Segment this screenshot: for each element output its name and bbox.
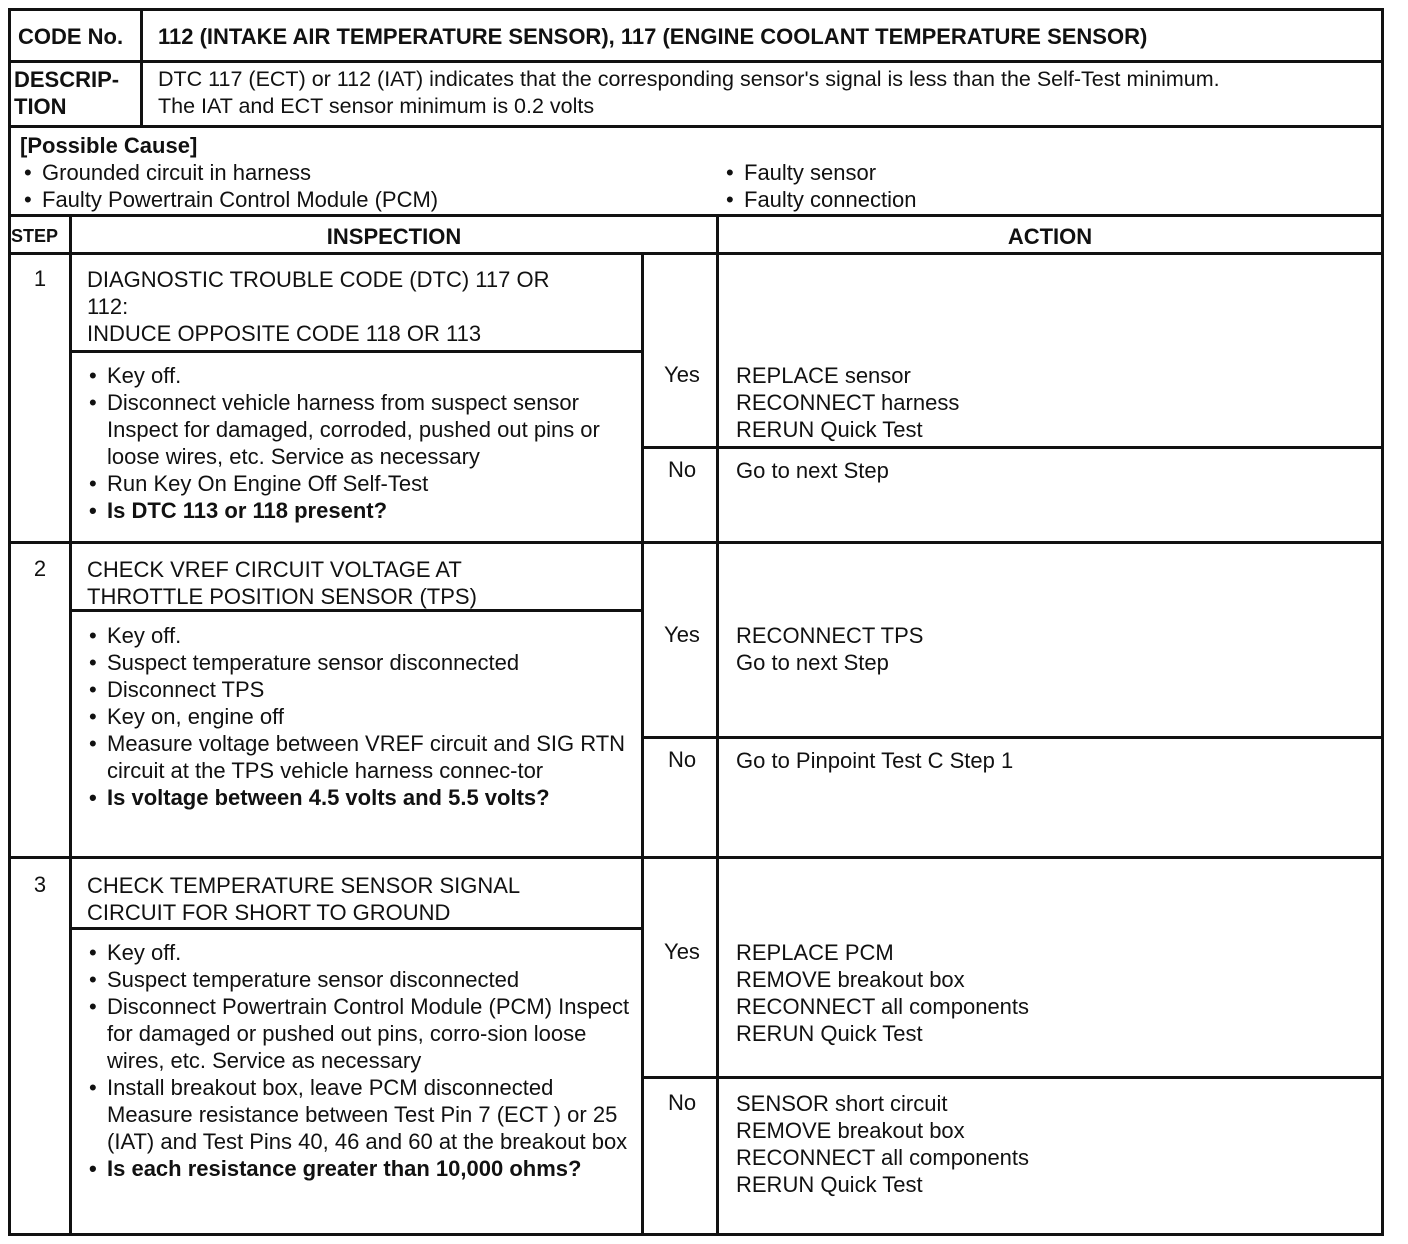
list-item: RECONNECT all components [736,1145,1030,1170]
list-item: REPLACE sensor [736,363,911,388]
list-item: • Key on, engine off [87,703,639,730]
title-divider [69,927,642,930]
column-header-inspection: INSPECTION [326,224,462,249]
yes-no-divider [642,446,1384,449]
yes-label: Yes [664,939,700,964]
yes-no-divider [642,1076,1384,1079]
list-item: RECONNECT TPS [736,623,924,648]
list-item: • Faulty Powertrain Control Module (PCM) [20,186,438,213]
list-item: Go to next Step [736,650,889,675]
list-item: REMOVE breakout box [736,1118,965,1143]
list-item: SENSOR short circuit [736,1091,948,1116]
inspection-bullets [87,939,639,1182]
list-item: RECONNECT all components [736,994,1030,1019]
column-header-step: STEP [11,226,59,246]
list-item: • Key off. [87,622,639,649]
list-item: • Is each resistance greater than 10,000 ohms? [87,1155,639,1182]
step-number: 3 [33,872,47,897]
inspection-bullets [87,362,639,524]
row-divider [8,252,1384,255]
list-item: • Install breakout box, leave PCM disconnected Measure resistance between Test Pin 7 (ECT ) or 25 (IAT) and Test Pins 40, 46 and 60 at the breakout box [87,1074,639,1155]
yes-action-list [736,622,923,676]
possible-cause-right-list [722,159,916,213]
step-number: 1 [33,266,47,291]
col-divider [140,8,143,125]
list-item: • Disconnect Powertrain Control Module (PCM) Inspect for damaged or pushed out pins, corro-sion loose wires, etc. Service as necessary [87,993,639,1074]
list-item: • Disconnect TPS [87,676,639,703]
description-label: DESCRIP- TION [14,67,120,119]
list-item: • Key off. [87,939,639,966]
col-divider [69,214,72,1236]
step-title: CHECK TEMPERATURE SENSOR SIGNAL CIRCUIT FOR SHORT TO GROUND [87,873,521,925]
row-divider [8,214,1384,217]
step-title: CHECK VREF CIRCUIT VOLTAGE AT THROTTLE POSITION SENSOR (TPS) [87,557,477,609]
list-item: • Suspect temperature sensor disconnected [87,649,639,676]
list-item: • Key off. [87,362,639,389]
no-action-list [736,747,1013,774]
list-item: RERUN Quick Test [736,1172,923,1197]
row-divider [8,541,1384,544]
list-item: Go to next Step [736,458,889,483]
list-item: • Grounded circuit in harness [20,159,438,186]
description-text: DTC 117 (ECT) or 112 (IAT) indicates that the corresponding sensor's signal is less than the Self-Test minimum. The IAT and ECT sensor minimum is 0.2 volts [158,67,1220,118]
list-item: • Measure voltage between VREF circuit and SIG RTN circuit at the TPS vehicle harness connec-tor [87,730,639,784]
row-divider [8,125,1384,128]
list-item: REMOVE breakout box [736,967,965,992]
yes-action-list [736,362,959,443]
list-item: • Run Key On Engine Off Self-Test [87,470,639,497]
list-item: RERUN Quick Test [736,1021,923,1046]
possible-cause-left-list [20,159,438,213]
row-divider [8,60,1384,63]
list-item: • Faulty connection [722,186,916,213]
no-label: No [667,747,697,772]
list-item: • Disconnect vehicle harness from suspect sensor Inspect for damaged, corroded, pushed out pins or loose wires, etc. Service as necessary [87,389,639,470]
yes-action-list [736,939,1029,1047]
row-divider [8,856,1384,859]
possible-cause-title: [Possible Cause] [20,133,198,158]
list-item: RERUN Quick Test [736,417,923,442]
yes-no-divider [642,736,1384,739]
list-item: • Suspect temperature sensor disconnected [87,966,639,993]
column-header-action: ACTION [1007,224,1093,249]
col-divider [641,252,644,1236]
step-number: 2 [33,556,47,581]
inspection-bullets [87,622,639,811]
list-item: REPLACE PCM [736,940,894,965]
no-label: No [667,1090,697,1115]
list-item: Go to Pinpoint Test C Step 1 [736,748,1014,773]
code-label: CODE No. [18,24,124,49]
list-item: • Faulty sensor [722,159,916,186]
no-label: No [667,457,697,482]
list-item: • Is DTC 113 or 118 present? [87,497,639,524]
yes-label: Yes [664,622,700,647]
no-action-list [736,457,889,484]
code-value: 112 (INTAKE AIR TEMPERATURE SENSOR), 117 (ENGINE COOLANT TEMPERATURE SENSOR) [158,24,1148,49]
list-item: RECONNECT harness [736,390,960,415]
list-item: • Is voltage between 4.5 volts and 5.5 volts? [87,784,639,811]
yes-label: Yes [664,362,700,387]
step-title: DIAGNOSTIC TROUBLE CODE (DTC) 117 OR 112: INDUCE OPPOSITE CODE 118 OR 113 [87,267,550,346]
title-divider [69,350,642,353]
no-action-list [736,1090,1029,1198]
